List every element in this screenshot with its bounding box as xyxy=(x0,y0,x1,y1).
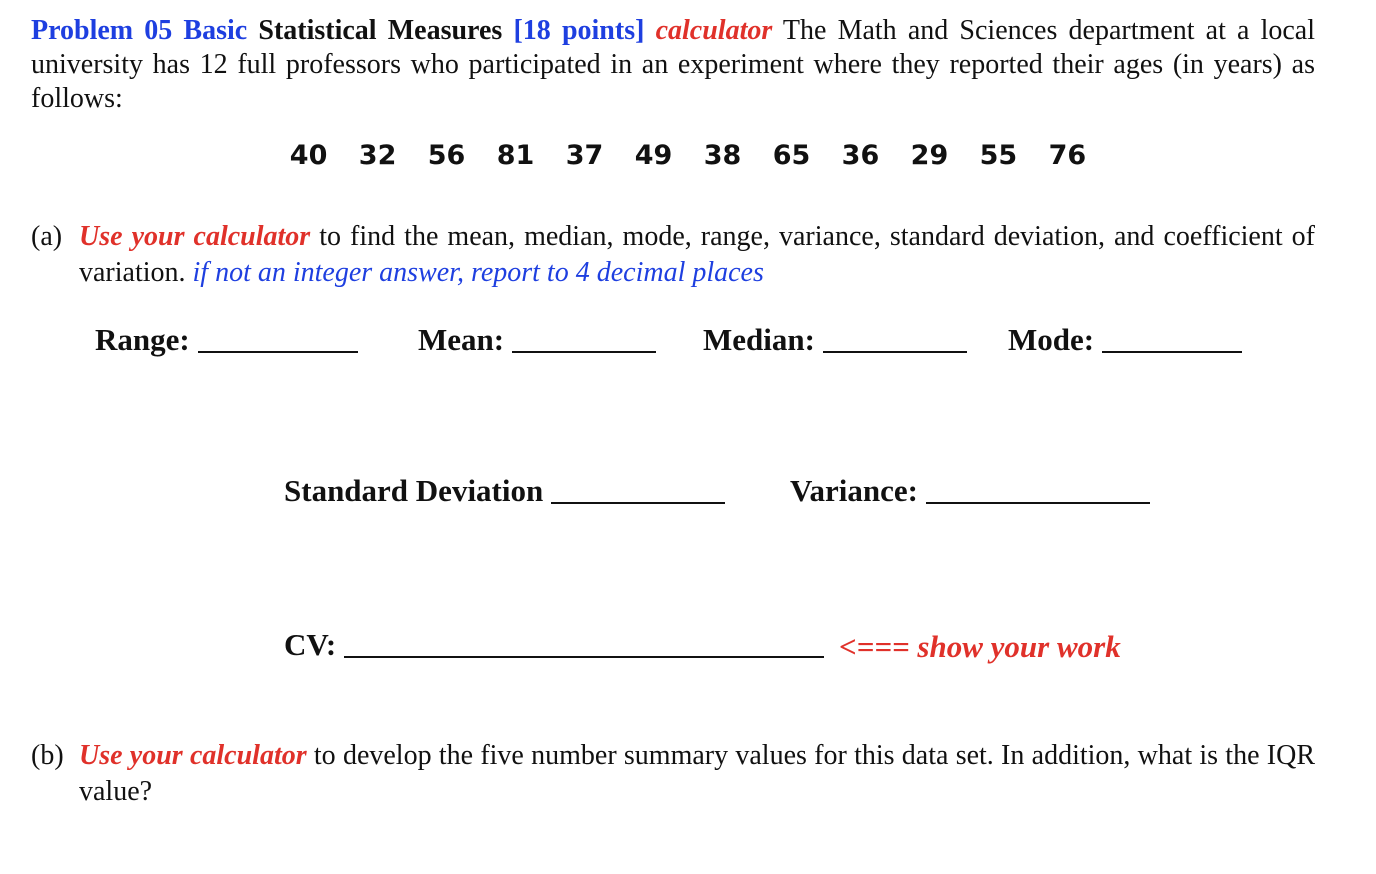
age-value: 81 xyxy=(496,140,535,171)
ages-data-row xyxy=(0,140,1376,171)
part-b-text: to develop the five number summary values for this data set. In addition, what is the IQR value? xyxy=(79,740,1315,807)
median-field xyxy=(703,322,967,358)
age-value: 65 xyxy=(772,140,811,171)
variance-field xyxy=(790,473,1150,509)
std-dev-answer-blank[interactable] xyxy=(551,502,725,504)
problem-text: The Math and Sciences department at a local university has 12 full professors who participated in an experiment where they reported their ages (in years) as follows: xyxy=(31,15,1315,114)
std-dev-label: Standard Deviation xyxy=(284,473,544,508)
age-value: 29 xyxy=(910,140,949,171)
age-value: 76 xyxy=(1048,140,1087,171)
variance-answer-blank[interactable] xyxy=(926,502,1150,504)
age-value: 55 xyxy=(979,140,1018,171)
part-b-marker: (b) xyxy=(31,740,64,771)
variance-label: Variance: xyxy=(790,473,918,508)
mode-label: Mode: xyxy=(1008,322,1095,357)
age-value: 36 xyxy=(841,140,880,171)
range-field xyxy=(95,322,358,358)
median-label: Median: xyxy=(703,322,815,357)
part-a-marker: (a) xyxy=(31,221,63,252)
show-work-note: <=== show your work xyxy=(839,629,1121,664)
age-value: 56 xyxy=(427,140,466,171)
calculator-tag: calculator xyxy=(655,15,773,46)
part-a-text: to find the mean, median, mode, range, variance, standard deviation, and coefficient of variation. xyxy=(79,221,1315,288)
part-a-note: if not an integer answer, report to 4 decimal places xyxy=(192,257,764,288)
median-answer-blank[interactable] xyxy=(823,351,967,353)
age-value: 49 xyxy=(634,140,673,171)
part-b xyxy=(31,738,1315,810)
range-answer-blank[interactable] xyxy=(198,351,358,353)
problem-statement xyxy=(31,14,1315,116)
problem-label: Problem 05 Basic xyxy=(31,15,248,46)
mean-answer-blank[interactable] xyxy=(512,351,656,353)
age-value: 38 xyxy=(703,140,742,171)
part-a-lead: Use your calculator xyxy=(79,221,311,252)
age-value: 37 xyxy=(565,140,604,171)
part-b-lead: Use your calculator xyxy=(79,740,307,771)
range-label: Range: xyxy=(95,322,190,357)
cv-answer-blank[interactable] xyxy=(344,656,824,658)
mean-field xyxy=(418,322,656,358)
mode-field xyxy=(1008,322,1242,358)
cv-field xyxy=(284,627,824,663)
age-value: 40 xyxy=(289,140,328,171)
std-dev-field xyxy=(284,473,725,509)
mode-answer-blank[interactable] xyxy=(1102,351,1242,353)
cv-label: CV: xyxy=(284,627,337,662)
problem-title: Statistical Measures xyxy=(247,15,514,46)
problem-points: [18 points] xyxy=(513,15,645,46)
part-a xyxy=(31,219,1315,291)
mean-label: Mean: xyxy=(418,322,505,357)
age-value: 32 xyxy=(358,140,397,171)
